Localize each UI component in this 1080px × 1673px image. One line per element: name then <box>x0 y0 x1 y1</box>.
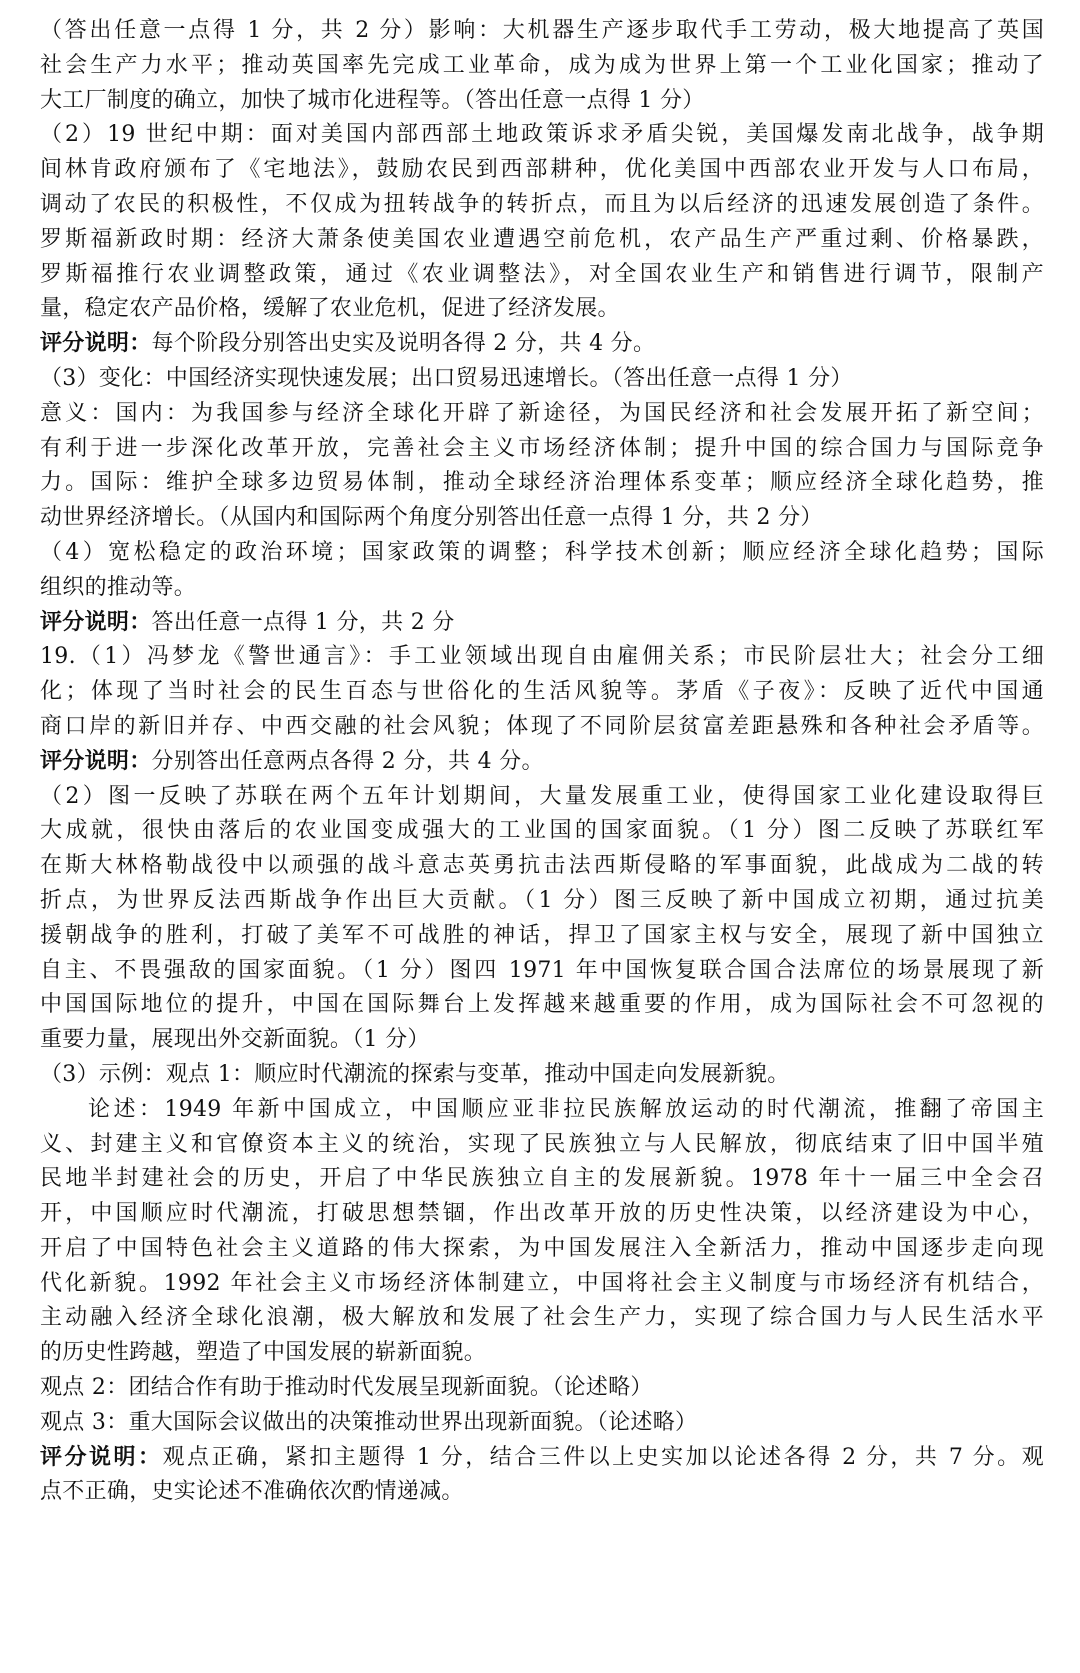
line-text: 动世界经济增长。（从国内和国际两个角度分别答出任意一点得 1 分，共 2 分） <box>40 505 823 531</box>
line-text: 在斯大林格勒战役中以顽强的战斗意志英勇抗击法西斯侵略的军事面貌，此战成为二战的转 <box>40 853 1044 879</box>
line-text: 组织的推动等。 <box>40 574 197 600</box>
line-text: 意义：国内：为我国参与经济全球化开辟了新途径，为国民经济和社会发展开拓了新空间； <box>40 400 1044 426</box>
text-line <box>40 49 1044 84</box>
answer-text-block <box>40 14 1044 1510</box>
text-line <box>40 1475 1044 1510</box>
line-text: 观点 2：团结合作有助于推动时代发展呈现新面貌。（论述略） <box>40 1375 653 1401</box>
text-line <box>40 466 1044 501</box>
scoring-note-label: 评分说明： <box>40 331 152 357</box>
line-text: 19.（1）冯梦龙《警世通言》：手工业领域出现自由雇佣关系；市民阶层壮大；社会分工细 <box>40 644 1044 670</box>
text-line <box>40 780 1044 815</box>
line-text: （3）变化：中国经济实现快速发展；出口贸易迅速增长。（答出任意一点得 1 分） <box>40 365 853 391</box>
line-text: 间林肯政府颁布了《宅地法》，鼓励农民到西部耕种，优化美国中西部农业开发与人口布局， <box>40 157 1044 183</box>
text-line <box>40 710 1044 745</box>
line-text: 大工厂制度的确立，加快了城市化进程等。（答出任意一点得 1 分） <box>40 87 705 113</box>
line-text: （3）示例：观点 1：顺应时代潮流的探索与变革，推动中国走向发展新貌。 <box>40 1061 790 1087</box>
text-line <box>40 1371 1044 1406</box>
scoring-note-label: 评分说明： <box>40 609 152 635</box>
text-line <box>40 814 1044 849</box>
text-line <box>40 1197 1044 1232</box>
line-text: （2）19 世纪中期：面对美国内部西部土地政策诉求矛盾尖锐，美国爆发南北战争，战争期 <box>40 122 1044 148</box>
line-text: 观点 3：重大国际会议做出的决策推动世界出现新面貌。（论述略） <box>40 1409 698 1435</box>
text-line <box>40 571 1044 606</box>
text-line <box>40 1336 1044 1371</box>
line-text: 开启了中国特色社会主义道路的伟大探索，为中国发展注入全新活力，推动中国逐步走向现 <box>40 1235 1044 1261</box>
scoring-note-line <box>40 1441 1044 1476</box>
line-text: 自主、不畏强敌的国家面貌。（1 分）图四 1971 年中国恢复联合国合法席位的场景展现了新 <box>40 957 1044 983</box>
text-line <box>40 849 1044 884</box>
line-text: 调动了农民的积极性，不仅成为扭转战争的转折点，而且为以后经济的迅速发展创造了条件。 <box>40 191 1044 217</box>
text-line <box>40 153 1044 188</box>
text-line <box>40 1406 1044 1441</box>
line-text: 商口岸的新旧并存、中西交融的社会风貌；体现了不同阶层贫富差距悬殊和各种社会矛盾等。 <box>40 713 1044 739</box>
line-text: 中国国际地位的提升，中国在国际舞台上发挥越来越重要的作用，成为国际社会不可忽视的 <box>40 992 1044 1018</box>
line-text: 罗斯福推行农业调整政策，通过《农业调整法》，对全国农业生产和销售进行调节，限制产 <box>40 261 1044 287</box>
line-text: 力。国际：维护全球多边贸易体制，推动全球经济治理体系变革；顺应经济全球化趋势，推 <box>40 470 1044 496</box>
text-line <box>40 258 1044 293</box>
line-text: 化；体现了当时社会的民生百态与世俗化的生活风貌等。茅盾《子夜》：反映了近代中国通 <box>40 679 1044 705</box>
text-line <box>40 397 1044 432</box>
text-line <box>40 501 1044 536</box>
text-line <box>40 1301 1044 1336</box>
text-line <box>40 432 1044 467</box>
text-line <box>40 292 1044 327</box>
text-line <box>40 988 1044 1023</box>
text-line <box>40 1232 1044 1267</box>
line-text: 有利于进一步深化改革开放，完善社会主义市场经济体制；提升中国的综合国力与国际竞争 <box>40 435 1044 461</box>
text-line <box>40 1162 1044 1197</box>
text-line <box>40 84 1044 119</box>
line-text: 论述：1949 年新中国成立，中国顺应亚非拉民族解放运动的时代潮流，推翻了帝国主 <box>88 1096 1044 1122</box>
text-line <box>40 675 1044 710</box>
text-line <box>40 1058 1044 1093</box>
text-line <box>40 640 1044 675</box>
text-line <box>40 919 1044 954</box>
line-text: 观点正确，紧扣主题得 1 分，结合三件以上史实加以论述各得 2 分，共 7 分。观 <box>162 1444 1044 1470</box>
line-text: 民地半封建社会的历史，开启了中华民族独立自主的发展新貌。1978 年十一届三中全会召 <box>40 1166 1044 1192</box>
text-line <box>40 1128 1044 1163</box>
text-line <box>40 362 1044 397</box>
line-text: 义、封建主义和官僚资本主义的统治，实现了民族独立与人民解放，彻底结束了旧中国半殖 <box>40 1131 1044 1157</box>
line-text: 援朝战争的胜利，打破了美军不可战胜的神话，捍卫了国家主权与安全，展现了新中国独立 <box>40 922 1044 948</box>
line-text: 主动融入经济全球化浪潮，极大解放和发展了社会生产力，实现了综合国力与人民生活水平 <box>40 1305 1044 1331</box>
text-line <box>40 1267 1044 1302</box>
line-text: 分别答出任意两点各得 2 分，共 4 分。 <box>151 748 544 774</box>
scoring-note-line <box>40 745 1044 780</box>
scoring-note-line <box>40 606 1044 641</box>
text-line <box>40 223 1044 258</box>
line-text: 量，稳定农产品价格，缓解了农业危机，促进了经济发展。 <box>40 296 620 322</box>
line-text: 答出任意一点得 1 分，共 2 分 <box>151 609 455 635</box>
line-text: 代化新貌。1992 年社会主义市场经济体制建立，中国将社会主义制度与市场经济有机结合， <box>40 1270 1044 1296</box>
scoring-note-line <box>40 327 1044 362</box>
text-line <box>40 884 1044 919</box>
line-text: （答出任意一点得 1 分，共 2 分）影响：大机器生产逐步取代手工劳动，极大地提高了英国 <box>40 18 1044 43</box>
text-line <box>40 954 1044 989</box>
text-line <box>40 188 1044 223</box>
scoring-note-label: 评分说明： <box>40 1444 163 1470</box>
text-line <box>40 14 1044 49</box>
text-line <box>40 536 1044 571</box>
line-text: 每个阶段分别答出史实及说明各得 2 分，共 4 分。 <box>151 331 656 357</box>
line-text: 罗斯福新政时期：经济大萧条使美国农业遭遇空前危机，农产品生产严重过剩、价格暴跌， <box>40 226 1044 252</box>
line-text: 社会生产力水平；推动英国率先完成工业革命，成为成为世界上第一个工业化国家；推动了 <box>40 52 1044 78</box>
line-text: 开，中国顺应时代潮流，打破思想禁锢，作出改革开放的历史性决策，以经济建设为中心， <box>40 1201 1044 1227</box>
line-text: 折点，为世界反法西斯战争作出巨大贡献。（1 分）图三反映了新中国成立初期，通过抗美 <box>40 887 1044 913</box>
line-text: （2）图一反映了苏联在两个五年计划期间，大量发展重工业，使得国家工业化建设取得巨 <box>40 783 1044 809</box>
line-text: 点不正确，史实论述不准确依次酌情递减。 <box>40 1479 464 1505</box>
line-text: 大成就，很快由落后的农业国变成强大的工业国的国家面貌。（1 分）图二反映了苏联红军 <box>40 818 1044 844</box>
line-text: （4）宽松稳定的政治环境；国家政策的调整；科学技术创新；顺应经济全球化趋势；国际 <box>40 539 1044 565</box>
scoring-note-label: 评分说明： <box>40 748 152 774</box>
line-text: 重要力量，展现出外交新面貌。（1 分） <box>40 1027 430 1053</box>
text-line <box>40 1023 1044 1058</box>
text-line <box>40 1093 1044 1128</box>
text-line <box>40 118 1044 153</box>
line-text: 的历史性跨越，塑造了中国发展的崭新面貌。 <box>40 1340 487 1366</box>
